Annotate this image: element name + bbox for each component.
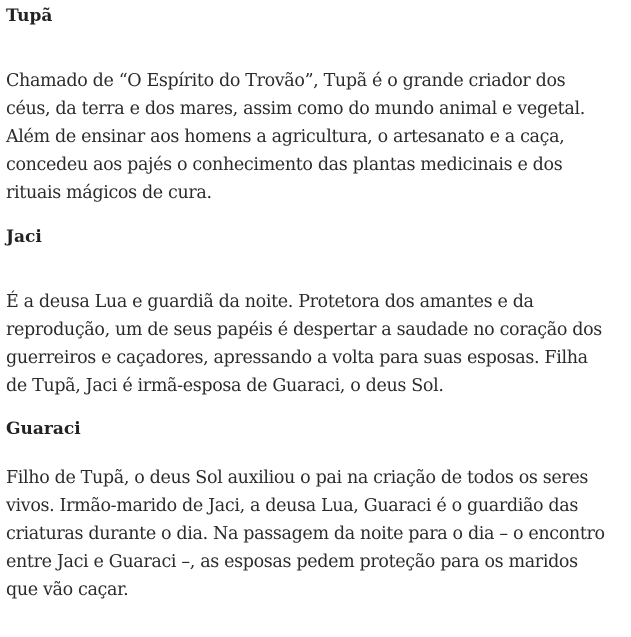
paragraph-line: guerreiros e caçadores, apressando a volta para suas esposas. Filha <box>6 348 588 368</box>
paragraph-line: vivos. Irmão-marido de Jaci, a deusa Lua, Guaraci é o guardião das <box>6 496 578 516</box>
article-body <box>6 0 628 604</box>
section-paragraph-guaraci <box>6 464 628 604</box>
section-paragraph-tupa <box>6 67 628 207</box>
paragraph-line: Chamado de “O Espírito do Trovão”, Tupã é o grande criador dos <box>6 71 566 91</box>
section-heading-guaraci: Guaraci <box>6 419 81 439</box>
paragraph-line: reprodução, um de seus papéis é despertar a saudade no coração dos <box>6 320 602 340</box>
paragraph-line: Filho de Tupã, o deus Sol auxiliou o pai na criação de todos os seres <box>6 468 589 488</box>
section-heading-jaci: Jaci <box>6 227 42 247</box>
paragraph-line: criaturas durante o dia. Na passagem da noite para o dia – o encontro <box>6 524 605 544</box>
paragraph-line: rituais mágicos de cura. <box>6 183 212 203</box>
section-heading-tupa: Tupã <box>6 6 53 26</box>
section-paragraph-jaci <box>6 288 628 400</box>
paragraph-line: céus, da terra e dos mares, assim como do mundo animal e vegetal. <box>6 99 585 119</box>
paragraph-line: Além de ensinar aos homens a agricultura, o artesanato e a caça, <box>6 127 565 147</box>
paragraph-line: concedeu aos pajés o conhecimento das plantas medicinais e dos <box>6 155 563 175</box>
paragraph-line: entre Jaci e Guaraci –, as esposas pedem proteção para os maridos <box>6 552 578 572</box>
paragraph-line: É a deusa Lua e guardiã da noite. Protetora dos amantes e da <box>6 292 534 312</box>
paragraph-line: de Tupã, Jaci é irmã-esposa de Guaraci, o deus Sol. <box>6 376 444 396</box>
paragraph-line: que vão caçar. <box>6 580 129 600</box>
